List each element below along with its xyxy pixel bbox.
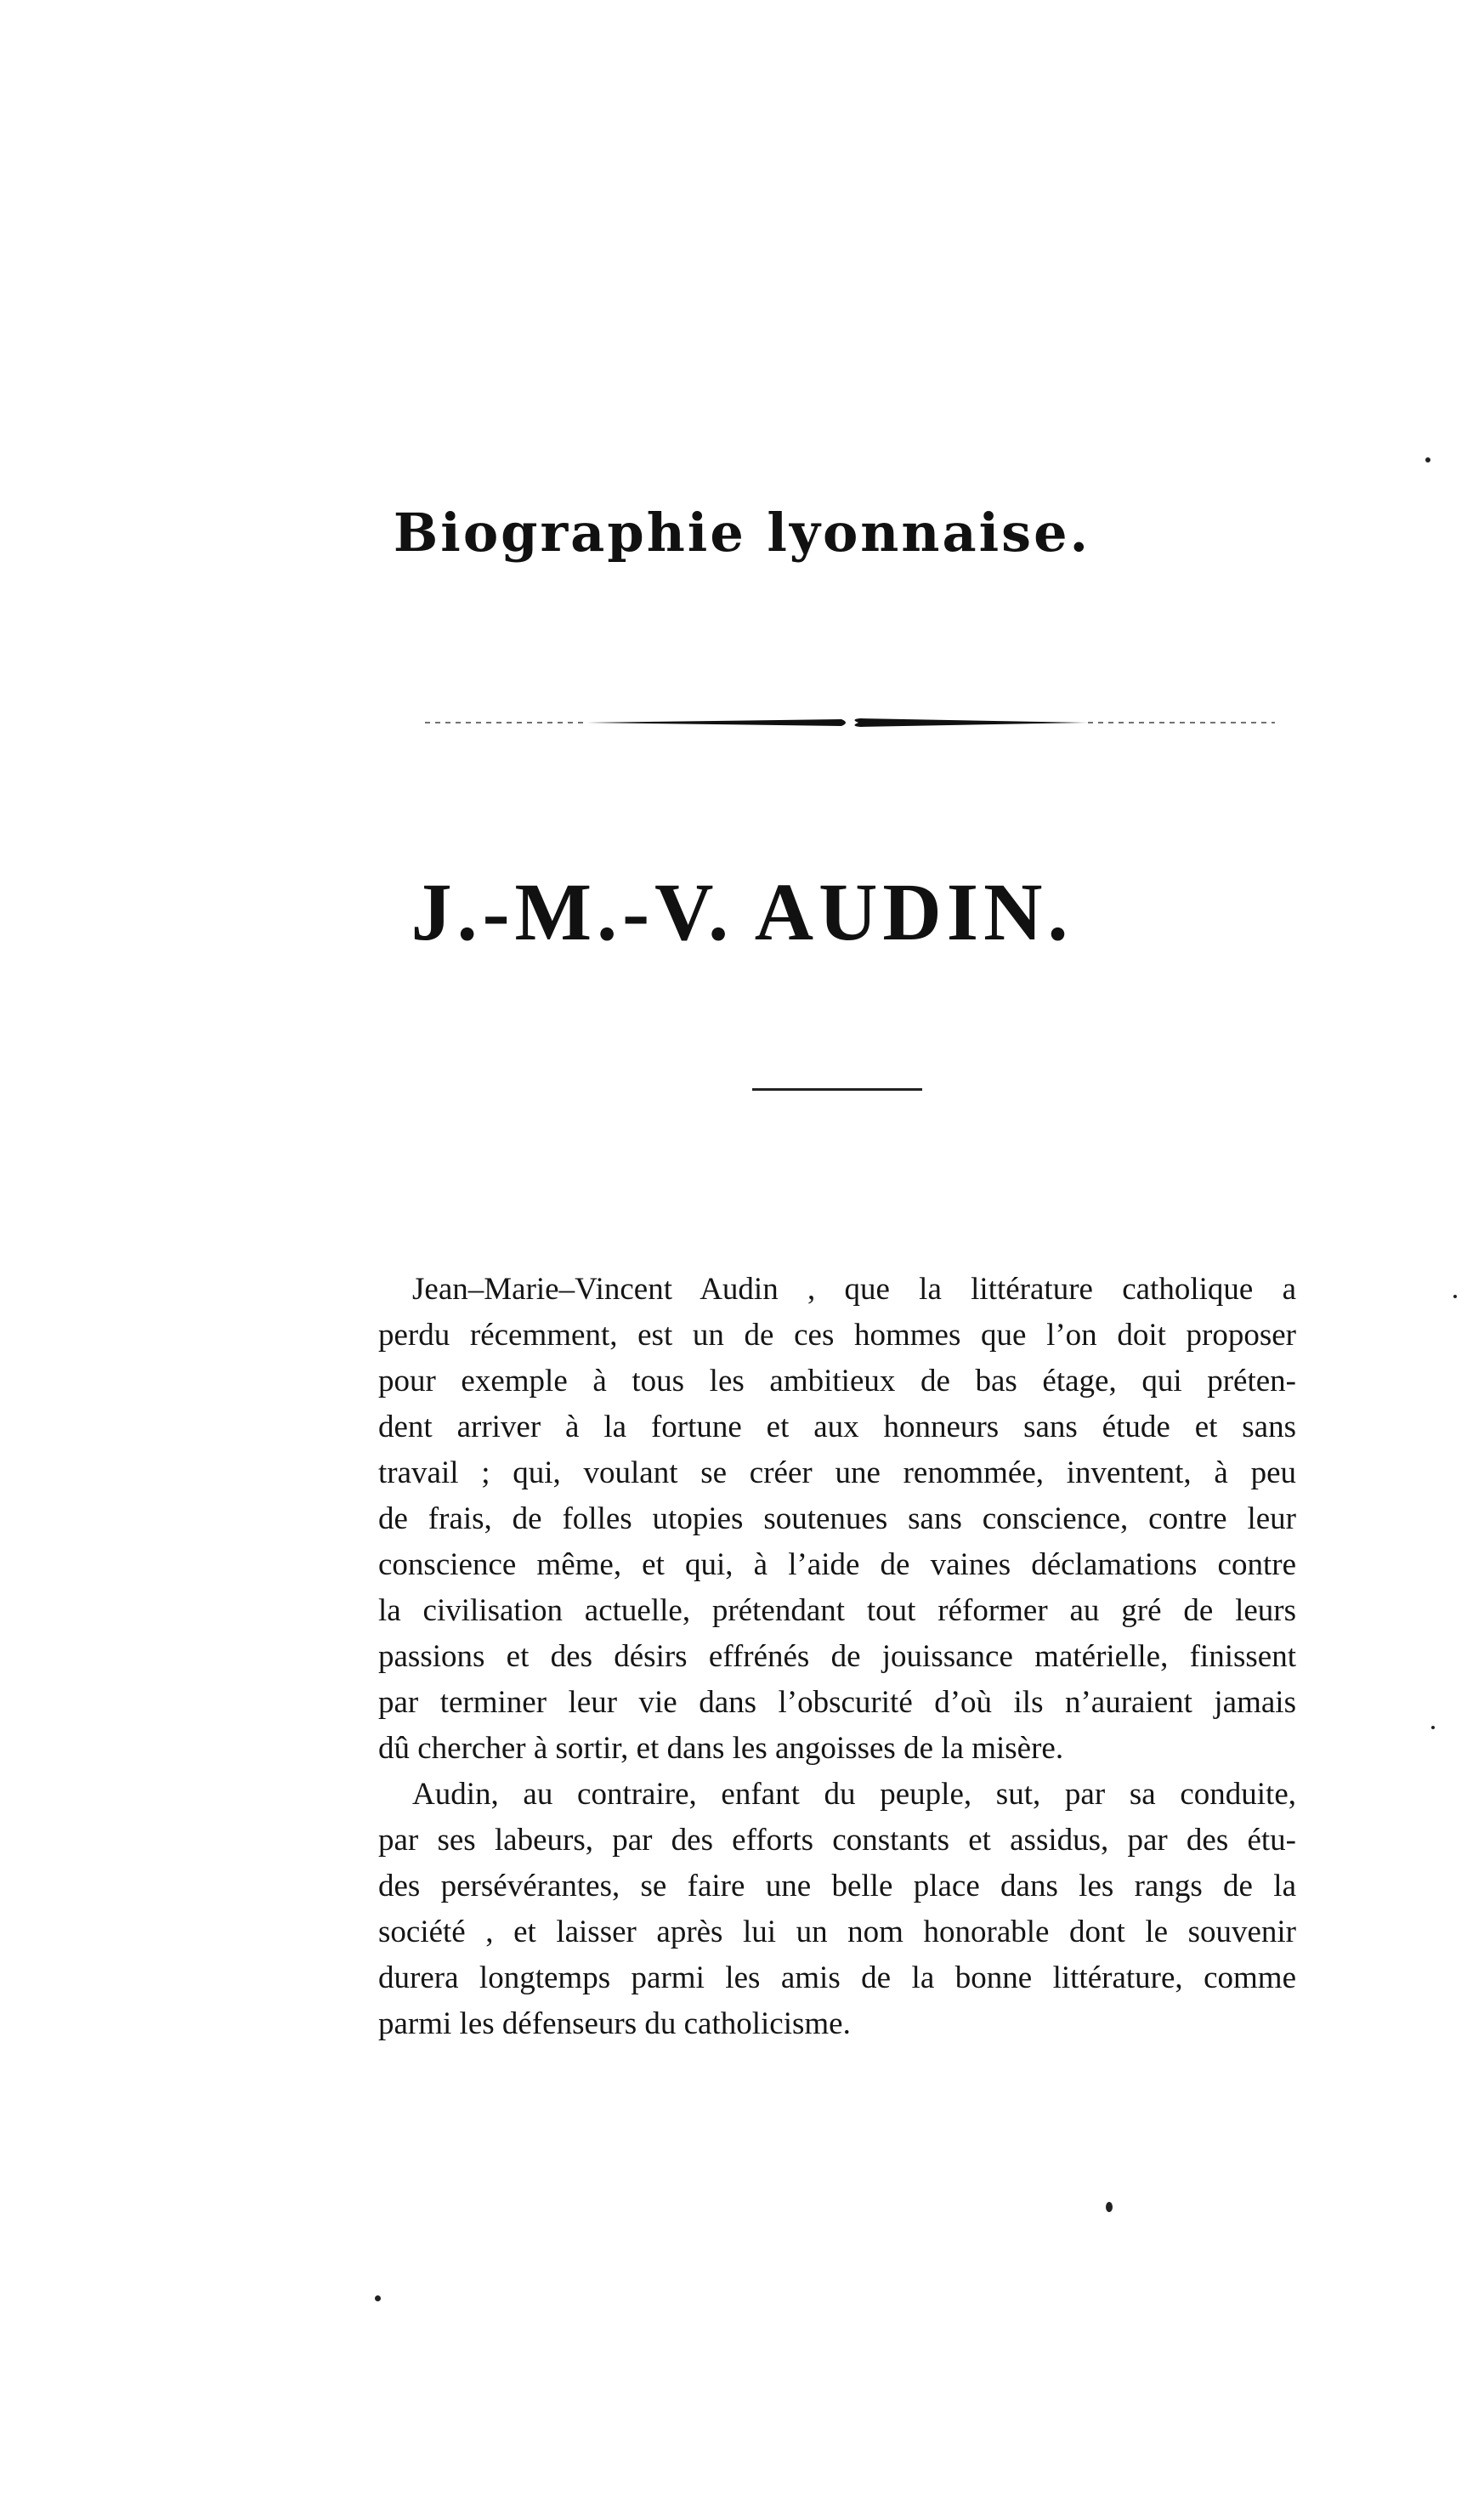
paragraph-1-line: dû chercher à sortir, et dans les angoisses de la misère.	[378, 1731, 1064, 1766]
paragraph-1-line: de frais, de folles utopies soutenues sans conscience, contre leur	[378, 1501, 1296, 1536]
paragraph-1-line: perdu récemment, est un de ces hommes que l’on doit proposer	[378, 1318, 1296, 1353]
paragraph-1-line: pour exemple à tous les ambitieux de bas étage, qui préten-	[378, 1364, 1296, 1398]
paragraph-2-line: parmi les défenseurs du catholicisme.	[378, 2006, 851, 2041]
ornament-divider	[425, 710, 1275, 735]
title-underline	[752, 1088, 922, 1091]
paragraph-1-line: travail ; qui, voulant se créer une renommée, inventent, à peu	[378, 1455, 1296, 1490]
ink-speck	[1431, 1726, 1435, 1729]
paragraph-2-line: par ses labeurs, par des efforts constants et assidus, par des étu-	[378, 1823, 1296, 1858]
paragraph-1-line: passions et des désirs effrénés de jouissance matérielle, finissent	[378, 1639, 1296, 1674]
body-text	[378, 1267, 1296, 2047]
main-title: J.-M.-V. AUDIN.	[411, 866, 1073, 957]
ink-speck	[1453, 1295, 1457, 1298]
ink-speck	[1106, 2202, 1113, 2212]
paragraph-2-line: des persévérantes, se faire une belle place dans les rangs de la	[378, 1869, 1296, 1903]
paragraph-1-line: la civilisation actuelle, prétendant tout réformer au gré de leurs	[378, 1593, 1296, 1628]
paragraph-1-line: conscience même, et qui, à l’aide de vaines déclamations contre	[378, 1547, 1296, 1582]
paragraph-2-line: durera longtemps parmi les amis de la bonne littérature, comme	[378, 1960, 1296, 1995]
section-title: Biographie lyonnaise.	[393, 502, 1091, 564]
ink-speck	[1425, 457, 1430, 462]
paragraph-2-line: Audin, au contraire, enfant du peuple, sut, par sa conduite,	[412, 1777, 1296, 1812]
paragraph-1-line: par terminer leur vie dans l’obscurité d’où ils n’auraient jamais	[378, 1685, 1296, 1720]
paragraph-2-line: société , et laisser après lui un nom honorable dont le souvenir	[378, 1915, 1296, 1949]
paragraph-1-line: Jean–Marie–Vincent Audin , que la littérature catholique a	[412, 1272, 1296, 1307]
paragraph-1-line: dent arriver à la fortune et aux honneurs sans étude et sans	[378, 1410, 1296, 1444]
ink-speck	[375, 2295, 381, 2301]
